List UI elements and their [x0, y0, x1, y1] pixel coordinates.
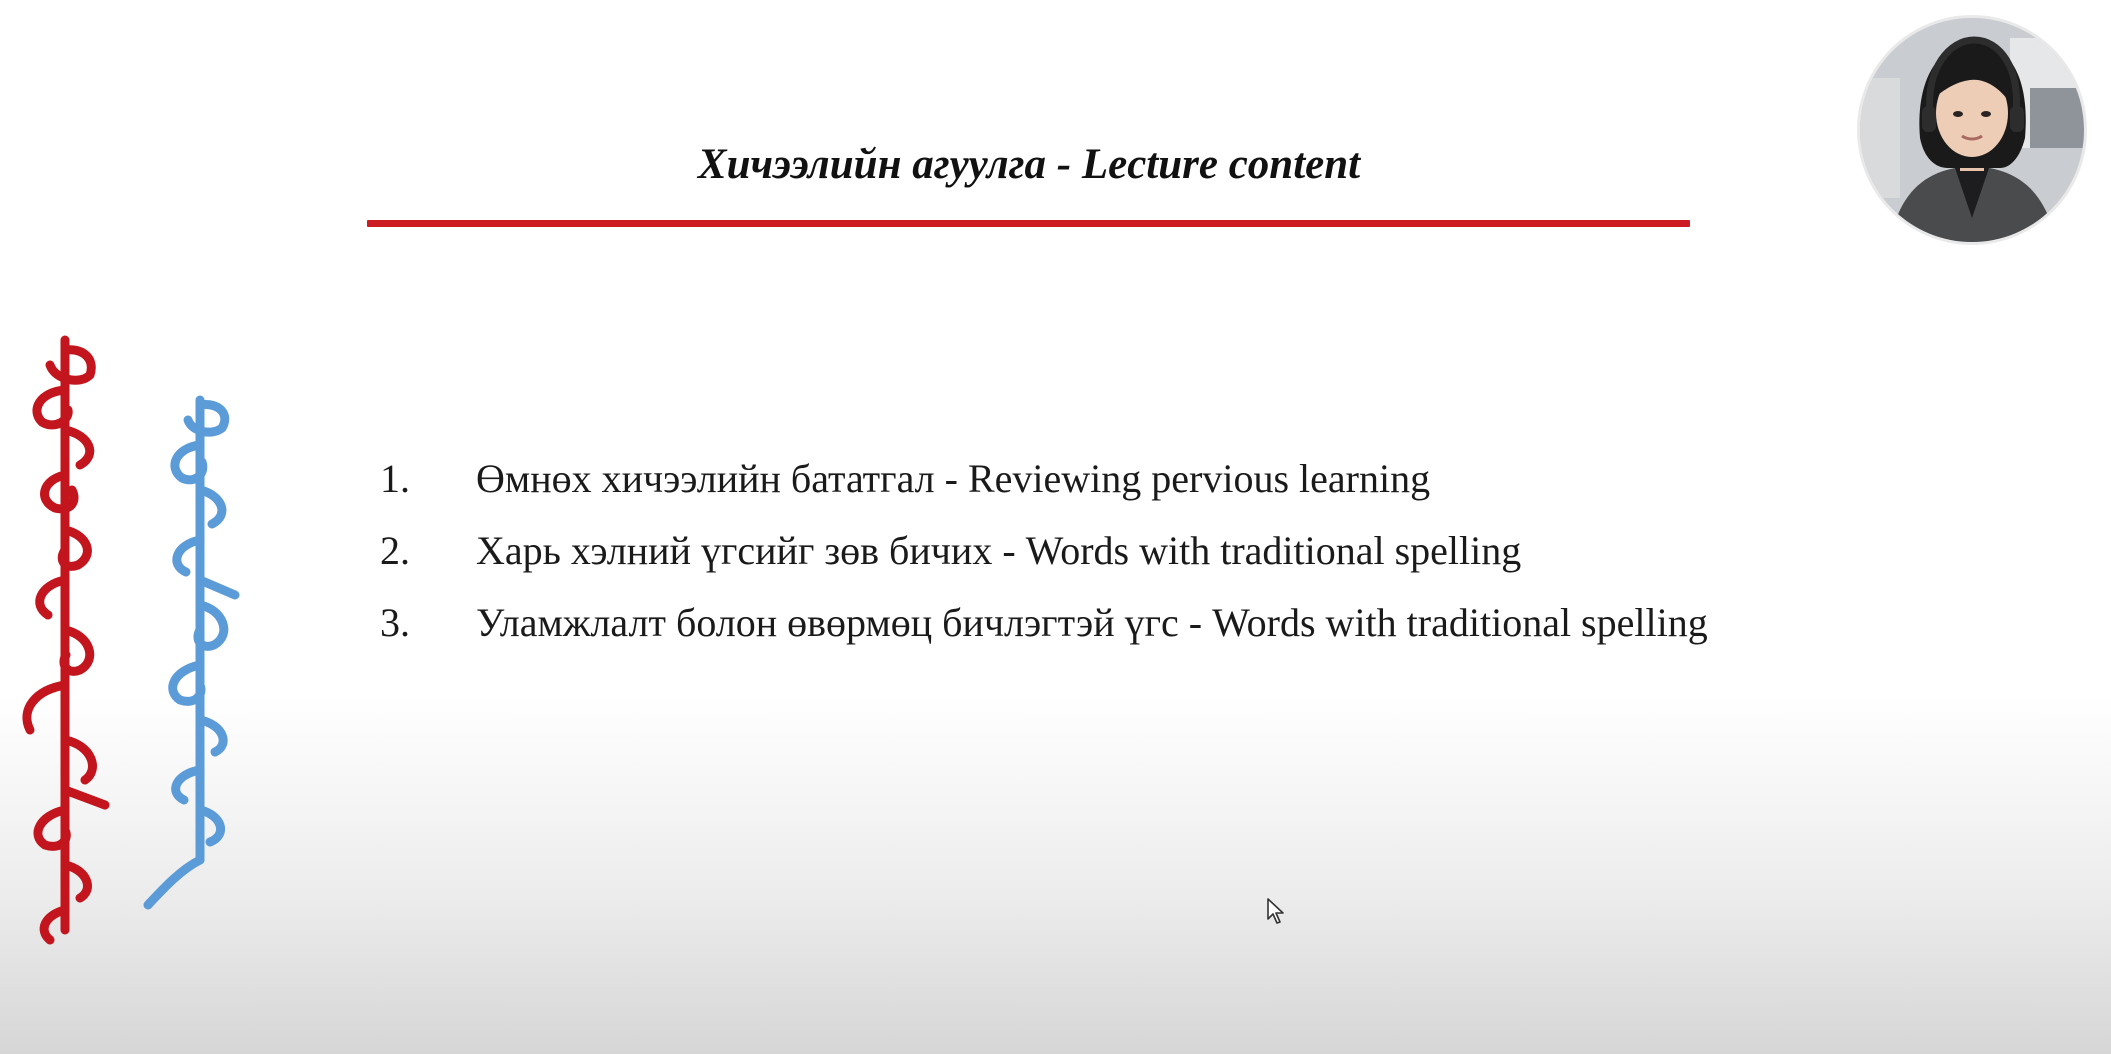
mongolian-script-blue	[140, 390, 240, 910]
list-item-number: 2.	[380, 528, 410, 573]
title-underline	[367, 220, 1690, 227]
list-item-number: 1.	[380, 456, 410, 501]
list-item-text: Өмнөх хичээлийн бататгал - Reviewing pervious learning	[476, 456, 1431, 501]
lecture-content-list	[380, 455, 1880, 719]
mongolian-script-red	[10, 330, 110, 950]
list-item	[380, 455, 1880, 527]
list-item-text: Харь хэлний үгсийг зөв бичих - Words with traditional spelling	[476, 528, 1522, 573]
list-item-text: Уламжлалт болон өвөрмөц бичлэгтэй үгс - Words with traditional spelling	[476, 600, 1708, 645]
presenter-webcam	[1857, 15, 2087, 245]
list-item	[380, 527, 1880, 599]
mouse-pointer-icon	[1266, 897, 1286, 925]
list-item	[380, 599, 1880, 719]
slide-title: Хичээлийн агуулга - Lecture content	[697, 141, 1361, 188]
presenter-avatar	[1860, 18, 2084, 242]
list-item-number: 3.	[380, 600, 410, 645]
